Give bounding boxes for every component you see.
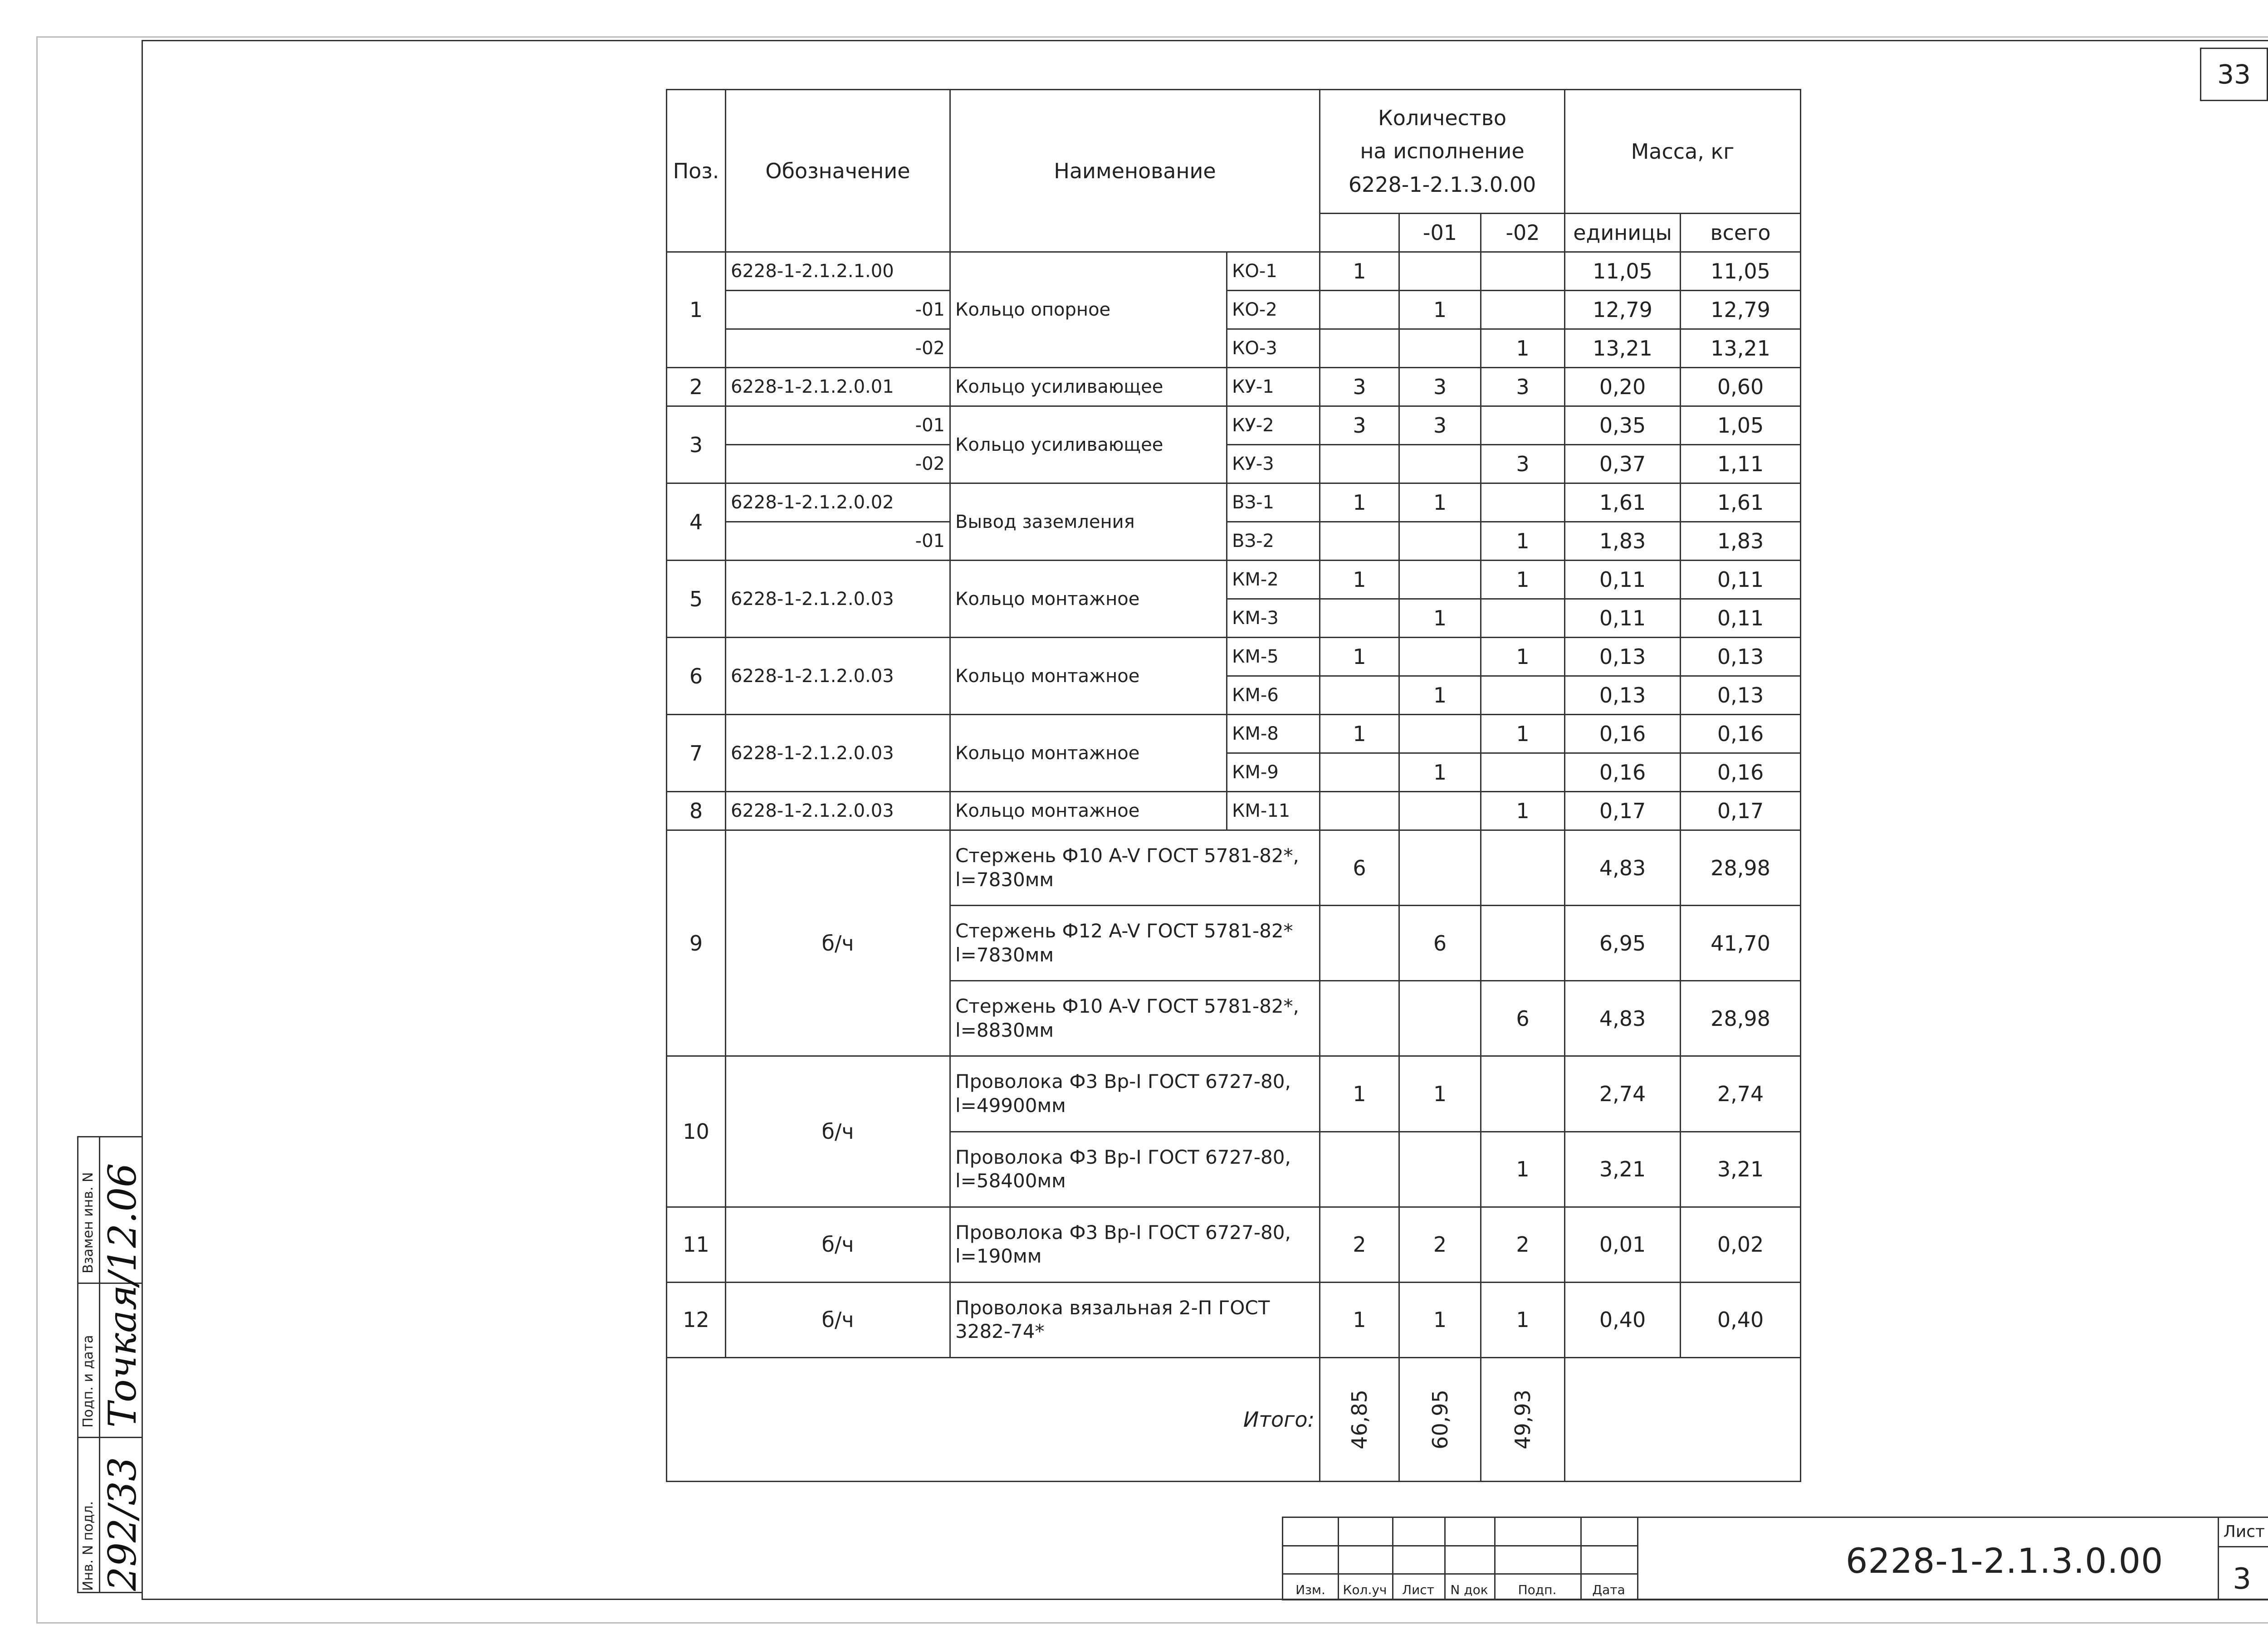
cell-name: Проволока Ф3 Вр-I ГОСТ 6727-80, l=58400мм [950,1132,1320,1207]
cell-mt: 0,16 [1681,753,1801,792]
sheet-number: 3 [2233,1562,2251,1596]
cell-designation: б/ч [726,830,950,1056]
cell-q1 [1399,830,1481,906]
cell-designation: -02 [726,445,950,483]
cell-mu: 2,74 [1565,1056,1681,1132]
table-row [667,522,1801,561]
cell-q0 [1320,792,1399,830]
table-row [667,1056,1801,1132]
cell-mu: 4,83 [1565,981,1681,1056]
cell-pos: 7 [667,715,726,792]
table-row [667,638,1801,676]
total-q0 [1320,1357,1399,1481]
cell-mu: 0,16 [1565,715,1681,753]
table-row [667,445,1801,483]
cell-q2: 1 [1481,715,1565,753]
document-code: 6228-1-2.1.3.0.00 [1846,1541,2164,1581]
cell-name: Проволока Ф3 Вр-I ГОСТ 6727-80, l=49900мм [950,1056,1320,1132]
stamp-col-label: Дата [1592,1582,1625,1597]
cell-q0: 1 [1320,1056,1399,1132]
cell-q2 [1481,291,1565,329]
cell-mark: КО-2 [1227,291,1320,329]
cell-q0 [1320,329,1399,368]
cell-pos: 10 [667,1056,726,1207]
cell-name: Стержень Ф10 A-V ГОСТ 5781-82*, l=7830мм [950,830,1320,906]
cell-q2: 1 [1481,561,1565,599]
cell-designation: -01 [726,522,950,561]
cell-q2: 1 [1481,522,1565,561]
cell-designation: 6228-1-2.1.2.0.02 [726,483,950,522]
header-mass-total: всего [1681,214,1801,252]
header-designation: Обозначение [726,90,950,252]
header-variant-01: -01 [1399,214,1481,252]
header-variant-02: -02 [1481,214,1565,252]
cell-mt: 1,11 [1681,445,1801,483]
table-row [667,329,1801,368]
cell-q1: 1 [1399,1056,1481,1132]
cell-mu: 11,05 [1565,252,1681,291]
cell-q0 [1320,599,1399,638]
total-mass-empty [1565,1357,1801,1481]
table-row [667,291,1801,329]
cell-mark: ВЗ-2 [1227,522,1320,561]
cell-q0 [1320,981,1399,1056]
header-pos: Поз. [667,90,726,252]
cell-pos: 4 [667,483,726,561]
cell-mt: 28,98 [1681,981,1801,1056]
header-quantity [1320,90,1565,214]
cell-q0: 1 [1320,483,1399,522]
cell-designation: 6228-1-2.1.2.0.03 [726,715,950,792]
cell-q1 [1399,638,1481,676]
cell-mark: КУ-3 [1227,445,1320,483]
cell-name: Проволока вязальная 2-П ГОСТ 3282-74* [950,1282,1320,1357]
cell-q0 [1320,753,1399,792]
sign-label: Подп. и дата [80,1335,96,1428]
cell-mark: КО-1 [1227,252,1320,291]
cell-mu: 0,35 [1565,406,1681,445]
cell-pos: 9 [667,830,726,1056]
title-block [1282,1517,2268,1600]
cell-q2: 6 [1481,981,1565,1056]
table-row [667,715,1801,753]
cell-q0 [1320,522,1399,561]
cell-q1: 1 [1399,599,1481,638]
cell-q0 [1320,1132,1399,1207]
cell-q1: 2 [1399,1207,1481,1282]
cell-q1: 3 [1399,368,1481,406]
cell-name: Кольцо монтажное [950,792,1227,830]
cell-mu: 4,83 [1565,830,1681,906]
cell-mt: 2,74 [1681,1056,1801,1132]
table-row [667,406,1801,445]
cell-mark: КМ-5 [1227,638,1320,676]
total-value: 60,95 [1427,1389,1452,1449]
cell-q2 [1481,676,1565,715]
cell-q1: 1 [1399,483,1481,522]
cell-mark: КМ-6 [1227,676,1320,715]
cell-name: Кольцо монтажное [950,715,1227,792]
cell-pos: 3 [667,406,726,483]
cell-q2 [1481,483,1565,522]
cell-designation: 6228-1-2.1.2.0.01 [726,368,950,406]
cell-name: Кольцо усиливающее [950,368,1227,406]
header-mass: Масса, кг [1565,90,1801,214]
cell-q1 [1399,981,1481,1056]
cell-q1 [1399,715,1481,753]
total-row [667,1357,1801,1481]
cell-q1: 3 [1399,406,1481,445]
cell-name: Кольцо усиливающее [950,406,1227,483]
header-mass-unit: единицы [1565,214,1681,252]
cell-mt: 0,17 [1681,792,1801,830]
specification-table [666,89,1801,1482]
cell-mt: 0,11 [1681,561,1801,599]
cell-mark: КМ-11 [1227,792,1320,830]
table-row [667,1207,1801,1282]
cell-mt: 41,70 [1681,906,1801,981]
cell-mt: 0,60 [1681,368,1801,406]
cell-mt: 0,13 [1681,638,1801,676]
inv-label: Инв. N подл. [80,1501,96,1591]
cell-pos: 2 [667,368,726,406]
cell-mu: 3,21 [1565,1132,1681,1207]
sheet-corner-number: 33 [2200,48,2268,101]
cell-name: Кольцо монтажное [950,638,1227,715]
cell-q1 [1399,792,1481,830]
cell-mt: 11,05 [1681,252,1801,291]
cell-mu: 0,37 [1565,445,1681,483]
cell-q1 [1399,445,1481,483]
cell-mu: 1,61 [1565,483,1681,522]
cell-q1: 6 [1399,906,1481,981]
cell-designation: -01 [726,291,950,329]
header-name: Наименование [950,90,1320,252]
cell-designation: -02 [726,329,950,368]
signature-date-handwritten: Точкая/12.06 [100,1163,145,1428]
cell-mu: 6,95 [1565,906,1681,981]
cell-mt: 1,05 [1681,406,1801,445]
cell-q0: 1 [1320,252,1399,291]
cell-q0: 3 [1320,368,1399,406]
cell-mu: 0,11 [1565,599,1681,638]
stamp-col-label: Кол.уч [1343,1582,1387,1597]
cell-q1: 1 [1399,676,1481,715]
cell-q1: 1 [1399,753,1481,792]
total-value: 49,93 [1510,1389,1535,1449]
total-q1 [1399,1357,1481,1481]
header-qty-line2: на исполнение [1360,139,1525,164]
cell-pos: 11 [667,1207,726,1282]
cell-q1: 1 [1399,1282,1481,1357]
cell-mt: 1,61 [1681,483,1801,522]
cell-q2: 1 [1481,638,1565,676]
stamp-col-label: N док [1450,1582,1488,1597]
cell-q2: 1 [1481,1282,1565,1357]
cell-q2: 3 [1481,368,1565,406]
cell-pos: 5 [667,561,726,638]
cell-q0: 1 [1320,1282,1399,1357]
cell-designation: б/ч [726,1282,950,1357]
cell-q1 [1399,252,1481,291]
cell-mu: 0,13 [1565,638,1681,676]
cell-mt: 0,02 [1681,1207,1801,1282]
cell-name: Проволока Ф3 Вр-I ГОСТ 6727-80, l=190мм [950,1207,1320,1282]
cell-mu: 0,11 [1565,561,1681,599]
stamp-col-label: Лист [1402,1582,1434,1597]
cell-q2 [1481,406,1565,445]
cell-name: Вывод заземления [950,483,1227,561]
cell-q2: 2 [1481,1207,1565,1282]
swap-label: Взамен инв. N [80,1172,96,1273]
cell-mu: 0,13 [1565,676,1681,715]
cell-q2: 1 [1481,329,1565,368]
cell-name: Стержень Ф12 A-V ГОСТ 5781-82* l=7830мм [950,906,1320,981]
cell-name: Стержень Ф10 A-V ГОСТ 5781-82*, l=8830мм [950,981,1320,1056]
cell-q2: 3 [1481,445,1565,483]
cell-mt: 12,79 [1681,291,1801,329]
header-row [667,90,1801,214]
cell-q2 [1481,252,1565,291]
cell-mu: 0,16 [1565,753,1681,792]
cell-q0: 3 [1320,406,1399,445]
cell-q2 [1481,599,1565,638]
cell-q0 [1320,906,1399,981]
cell-mark: КМ-3 [1227,599,1320,638]
cell-q1 [1399,329,1481,368]
cell-mu: 0,01 [1565,1207,1681,1282]
cell-name: Кольцо монтажное [950,561,1227,638]
cell-mt: 0,16 [1681,715,1801,753]
cell-mt: 0,13 [1681,676,1801,715]
table-row [667,483,1801,522]
cell-mt: 0,11 [1681,599,1801,638]
sheet-label: Лист [2223,1522,2265,1541]
cell-q2: 1 [1481,1132,1565,1207]
cell-mark: КУ-1 [1227,368,1320,406]
cell-name: Кольцо опорное [950,252,1227,368]
table-row [667,830,1801,906]
cell-mark: КМ-8 [1227,715,1320,753]
cell-q0 [1320,445,1399,483]
cell-q0 [1320,291,1399,329]
cell-mu: 0,40 [1565,1282,1681,1357]
cell-mark: КО-3 [1227,329,1320,368]
cell-pos: 12 [667,1282,726,1357]
table-row [667,368,1801,406]
cell-q0: 1 [1320,638,1399,676]
cell-mu: 13,21 [1565,329,1681,368]
header-qty-line1: Количество [1378,105,1506,130]
cell-q1 [1399,522,1481,561]
header-variant-base [1320,214,1399,252]
cell-pos: 1 [667,252,726,368]
stamp-col-label: Подп. [1518,1582,1557,1597]
stamp-col-label: Изм. [1295,1582,1325,1597]
cell-q1: 1 [1399,291,1481,329]
side-strip [77,1136,143,1593]
cell-designation: -01 [726,406,950,445]
cell-q2 [1481,1056,1565,1132]
cell-designation: 6228-1-2.1.2.0.03 [726,792,950,830]
cell-mt: 28,98 [1681,830,1801,906]
cell-mt: 13,21 [1681,329,1801,368]
cell-designation: 6228-1-2.1.2.0.03 [726,638,950,715]
cell-designation: 6228-1-2.1.2.0.03 [726,561,950,638]
cell-q0: 6 [1320,830,1399,906]
cell-q2 [1481,753,1565,792]
cell-mark: КМ-9 [1227,753,1320,792]
cell-q2: 1 [1481,792,1565,830]
cell-mark: КУ-2 [1227,406,1320,445]
cell-q0 [1320,676,1399,715]
cell-designation: 6228-1-2.1.2.1.00 [726,252,950,291]
cell-designation: б/ч [726,1207,950,1282]
table-row [667,252,1801,291]
cell-q0: 1 [1320,715,1399,753]
cell-mark: КМ-2 [1227,561,1320,599]
cell-mark: ВЗ-1 [1227,483,1320,522]
cell-pos: 8 [667,792,726,830]
total-q2 [1481,1357,1565,1481]
cell-mt: 3,21 [1681,1132,1801,1207]
cell-mt: 1,83 [1681,522,1801,561]
header-qty-line3: 6228-1-2.1.3.0.00 [1348,172,1536,197]
total-value: 46,85 [1347,1389,1372,1449]
table-row [667,792,1801,830]
cell-q1 [1399,1132,1481,1207]
cell-mu: 1,83 [1565,522,1681,561]
cell-pos: 6 [667,638,726,715]
cell-mt: 0,40 [1681,1282,1801,1357]
cell-q0: 2 [1320,1207,1399,1282]
total-label: Итого: [667,1357,1320,1481]
cell-mu: 0,20 [1565,368,1681,406]
table-row [667,1282,1801,1357]
cell-q0: 1 [1320,561,1399,599]
table-row [667,561,1801,599]
cell-q2 [1481,830,1565,906]
cell-mu: 12,79 [1565,291,1681,329]
inv-number-handwritten: 292/33 [100,1457,145,1591]
cell-mu: 0,17 [1565,792,1681,830]
cell-designation: б/ч [726,1056,950,1207]
cell-q1 [1399,561,1481,599]
cell-q2 [1481,906,1565,981]
